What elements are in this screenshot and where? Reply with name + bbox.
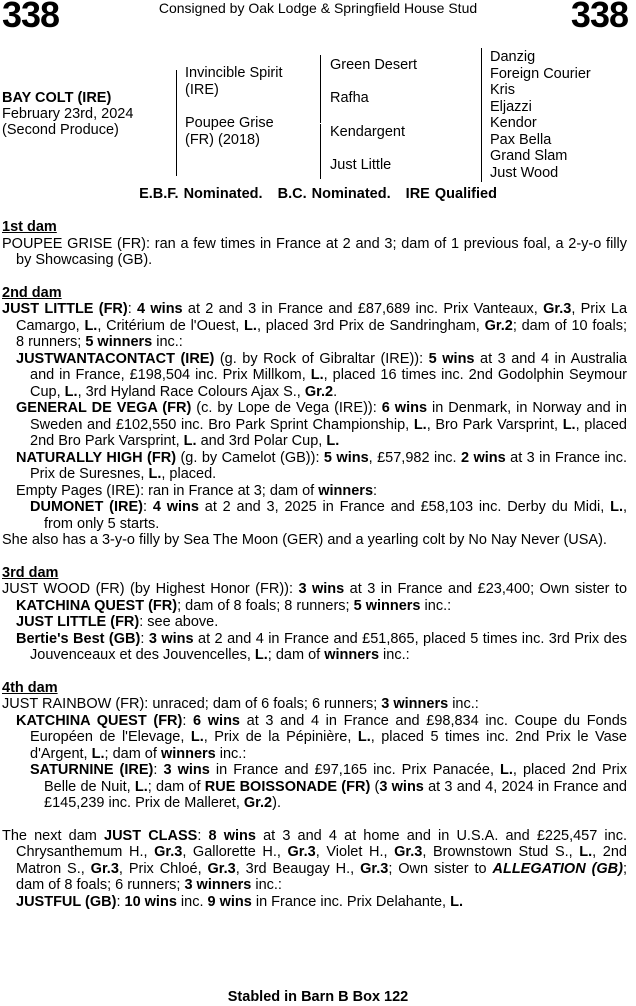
pedigree-gen3-1: Danzig	[490, 49, 536, 65]
pedigree-gen3-4: Eljazzi	[490, 98, 532, 115]
second-dam-footnote: She also has a 3-y-o filly by Sea The Moon (GER) and a yearling colt by No Nay Never (USA).	[2, 532, 607, 548]
produce-record-5: DUMONET (IRE): 4 wins at 2 and 3, 2025 in France and £58,103 inc. Derby du Midi, L., from only 5 starts.	[30, 499, 628, 532]
pedigree-gen3-7: Grand Slam	[490, 148, 568, 164]
fourth-dam-text: JUST RAINBOW (FR): unraced; dam of 6 foals; 6 runners; 3 winners inc.:	[2, 696, 479, 712]
fourth-dam-produce-1: KATCHINA QUEST (FR): 6 wins at 3 and 4 in France and £98,834 inc. Coupe du Fonds Européen de l'Elevage, L., Prix de la Pépinière, L., placed 5 times inc. 2nd Prix le Vase d'Argent, L.; dam of winners inc.:	[16, 712, 628, 762]
consignor: Consigned by Oak Lodge & Springfield House Stud	[158, 0, 478, 16]
third-dam-produce-2: Bertie's Best (GB): 3 wins at 2 and 4 in France and £51,865, placed 5 times inc. 3rd Prix des Jouvenceaux et des Jouvencelles, L.; dam of winners inc.:	[16, 630, 628, 663]
fourth-dam-heading: 4th dam	[2, 679, 58, 696]
pedigree-bracket-2a	[320, 55, 321, 123]
pedigree-bracket-2b	[320, 124, 321, 179]
foaling-date: February 23rd, 2024	[2, 106, 134, 122]
third-dam-text: JUST WOOD (FR) (by Highest Honor (FR)): 3 wins at 3 in France and £23,400; Own sister to KATCHINA QUEST (FR); dam of 8 foals; 8 runners; 5 winners inc.:	[2, 581, 628, 614]
pedigree-gen3-5: Kendor	[490, 115, 537, 131]
horse-info	[2, 90, 133, 138]
lot-number-left: 338	[2, 0, 60, 35]
third-dam-produce-1: JUST LITTLE (FR): see above.	[16, 614, 219, 630]
first-dam-heading: 1st dam	[2, 219, 57, 235]
third-dam-heading: 3rd dam	[2, 564, 59, 581]
pedigree-gen3-6: Pax Bella	[490, 131, 552, 148]
pedigree-bracket-3	[481, 48, 482, 182]
pedigree-sire-sire: Green Desert	[330, 57, 418, 73]
horse-name: BAY COLT (IRE)	[2, 90, 112, 106]
produce-record-3: NATURALLY HIGH (FR) (g. by Camelot (GB)): 5 wins, £57,982 inc. 2 wins at 3 in France inc. Prix de Suresnes, L., placed.	[16, 449, 628, 482]
fourth-dam-produce-2: SATURNINE (IRE): 3 wins in France and £97,165 inc. Prix Panacée, L., placed 2nd Prix Belle de Nuit, L.; dam of RUE BOISSONADE (FR) (3 wins at 3 and 4, 2024 in France and £145,239 inc. Prix de Malleret, Gr.2).	[30, 762, 627, 811]
next-dam-text: The next dam JUST CLASS: 8 wins at 3 and 4 at home and in U.S.A. and £225,457 inc. Chrysanthemum H., Gr.3, Gallorette H., Gr.3, Violet H., Gr.3, Brownstown Stud S., L., 2nd Matron S., Gr.3, Prix Chloé, Gr.3, 3rd Beaugay H., Gr.3; Own sister to ALLEGATION (GB); dam of 8 foals; 6 runners; 3 winners inc.:	[2, 827, 628, 893]
pedigree-bracket-1	[176, 70, 177, 176]
second-dam-heading: 2nd dam	[2, 284, 62, 301]
produce-record-4: Empty Pages (IRE): ran in France at 3; dam of winners:	[16, 482, 378, 499]
pedigree-gen3-3: Kris	[490, 82, 515, 98]
pedigree-gen3-8: Just Wood	[490, 164, 559, 181]
catalogue-body	[2, 219, 627, 910]
second-dam-text: JUST LITTLE (FR): 4 wins at 2 and 3 in France and £87,689 inc. Prix Vanteaux, Gr.3, Prix La Camargo, L., Critérium de l'Ouest, L., placed 3rd Prix de Sandringham, Gr.2; dam of 10 foals; 8 runners; 5 winners inc.:	[2, 301, 628, 350]
first-dam-text: POUPEE GRISE (FR): ran a few times in France at 2 and 3; dam of 1 previous foal, a 2-y-o filly by Showcasing (GB).	[2, 235, 627, 268]
nomination-line: E.B.F. Nominated. B.C. Nominated. IRE Qualified	[139, 186, 497, 202]
pedigree-dam-dam: Just Little	[330, 157, 392, 173]
produce-record-2: GENERAL DE VEGA (FR) (c. by Lope de Vega (IRE)): 6 wins in Denmark, in Norway and in Sweden and £102,550 inc. Bro Park Sprint Championship, L., Bro Park Varsprint, L., placed 2nd Bro Park Varsprint, L. and 3rd Polar Cup, L.	[16, 400, 627, 449]
pedigree-dam: Poupee Grise (FR) (2018)	[185, 115, 274, 148]
produce-record-1: JUSTWANTACONTACT (IRE) (g. by Rock of Gibraltar (IRE)): 5 wins at 3 and 4 in Australia and in France, £198,504 inc. Prix Millkom, L., placed 16 times inc. 2nd Godolphin Seymour Cup, L., 3rd Hyland Race Colours Ajax S., Gr.2.	[16, 350, 627, 400]
pedigree-dam-sire: Kendargent	[330, 124, 405, 140]
next-dam-produce-1: JUSTFUL (GB): 10 wins inc. 9 wins in France inc. Prix Delahante, L.	[16, 893, 463, 910]
stabled-note: Stabled in Barn B Box 122	[227, 989, 409, 1005]
produce-note: (Second Produce)	[2, 122, 119, 138]
pedigree-sire: Invincible Spirit (IRE)	[185, 65, 283, 98]
pedigree-sire-dam: Rafha	[330, 90, 369, 106]
pedigree-gen3-2: Foreign Courier	[490, 65, 591, 82]
lot-number-right: 338	[570, 0, 628, 35]
